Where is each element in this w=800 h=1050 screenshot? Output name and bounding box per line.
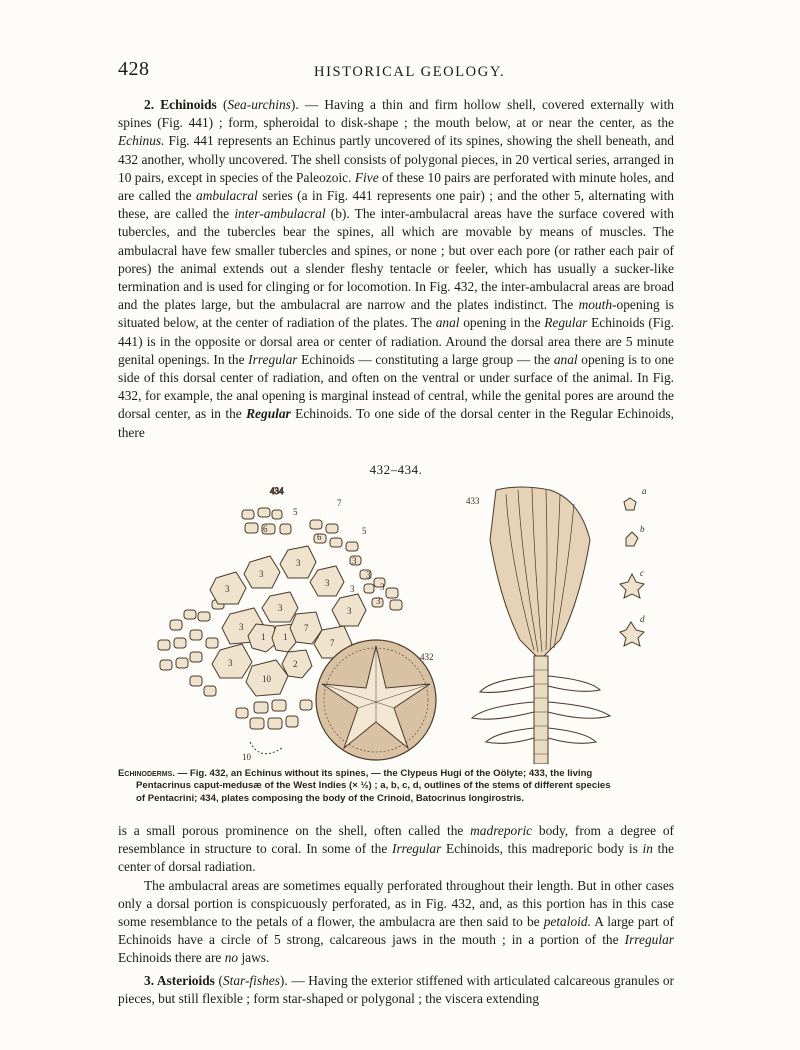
svg-text:7: 7 — [337, 498, 342, 508]
body-text-top — [118, 96, 674, 442]
fig-num-433: 433 — [466, 496, 480, 506]
svg-text:7: 7 — [330, 638, 335, 648]
svg-text:5: 5 — [293, 507, 298, 517]
svg-text:3: 3 — [380, 582, 385, 592]
svg-text:10: 10 — [262, 674, 271, 684]
fig-433-pentacrinus — [466, 486, 647, 764]
svg-text:7: 7 — [304, 623, 309, 633]
body-text-bottom — [118, 822, 674, 1008]
svg-text:5: 5 — [362, 526, 367, 536]
svg-text:3: 3 — [239, 622, 244, 632]
fig-432-echinus — [316, 640, 436, 760]
section-heading-asterioids: 3. Asterioids — [144, 972, 215, 988]
svg-text:6: 6 — [263, 524, 268, 534]
paragraph-ambulacral: The ambulacral areas are sometimes equally perforated throughout their length. But in other cases only a dorsal portion is conspicuously perforated, as in Fig. 432, and, as this portion has in this case some resemblance to the petals of a flower, the ambulacra are then said to be petaloid. A large part of Echinoids have a circle of 5 strong, calcareous jaws in the mouth ; in a portion of the Irregular Echinoids there are no jaws. — [118, 877, 675, 966]
svg-text:1: 1 — [283, 632, 288, 642]
stem-letter-d: d — [640, 614, 645, 624]
fig-num-432: 432 — [420, 652, 434, 662]
svg-text:10: 10 — [242, 752, 251, 762]
svg-text:3: 3 — [352, 556, 357, 566]
paragraph-madreporic: is a small porous prominence on the shell, often called the madreporic body, from a degree of resemblance in structure to coral. In some of the Irregular Echinoids, this madreporic body is in the center of dorsal radiation. — [118, 823, 675, 875]
svg-text:3: 3 — [278, 603, 283, 613]
svg-text:1: 1 — [261, 632, 266, 642]
svg-text:3: 3 — [259, 569, 264, 579]
figure-echinoderms — [150, 480, 670, 764]
common-name-asterioids: Star-fishes — [222, 972, 280, 988]
stem-letter-b: b — [640, 524, 645, 534]
common-name-echinoids: Sea-urchins — [227, 97, 291, 112]
svg-text:3: 3 — [228, 658, 233, 668]
figure-label: 432–434. — [369, 462, 423, 477]
stem-letter-a: a — [642, 486, 647, 496]
stem-letter-c: c — [640, 568, 644, 578]
svg-text:3: 3 — [366, 570, 371, 580]
fig-num-434: 434 — [270, 486, 284, 496]
svg-text:3: 3 — [376, 596, 381, 606]
svg-text:3: 3 — [325, 578, 330, 588]
svg-text:3: 3 — [296, 558, 301, 568]
paragraph-asterioids: 3. Asterioids (Star-fishes). — Having the exterior stiffened with articulated calcareous granules or pieces, but still flexible ; form star-shaped or polygonal ; the viscera extending — [118, 972, 674, 1006]
page-header — [118, 58, 674, 88]
page-number: 428 — [118, 58, 150, 80]
svg-text:3: 3 — [347, 606, 352, 616]
caption-lead: Echinoderms. — [118, 768, 175, 779]
running-head: HISTORICAL GEOLOGY. — [314, 64, 506, 80]
svg-text:6: 6 — [317, 532, 322, 542]
svg-text:3: 3 — [350, 584, 355, 594]
paragraph-echinoids: 2. Echinoids (Sea-urchins). — Having a thin and firm hollow shell, covered externally with spines (Fig. 441) ; form, spheroidal to disk-shape ; the mouth below, at or near the center, as the Echinus. Fig. 441 represents an Echinus partly uncovered of its spines, showing the shell beneath, and 432 another, wholly uncovered. The shell consists of polygonal pieces, in 20 vertical series, arranged in 10 pairs, except in species of the Paleozoic. Five of these 10 pairs are perforated with minute holes, and are called the ambulacral series (a in Fig. 441 represents one pair) ; and the other 5, alternating with these, are called the inter-ambulacral (b). The inter-ambulacral areas have the surface covered with tubercles, and the tubercles bear the spines, all which are movable by means of muscles. The ambulacral have few smaller tubercles and spines, or none ; but over each pore (or rather each pair of pores) the animal extends out a slender fleshy tentacle or feeler, which has usually a sucker-like termination and is used for clinging or for locomotion. In Fig. 432, the inter-ambulacral areas are broad and the plates large, but the ambulacral are narrow and the plates indistinct. The mouth-opening is situated below, at the center of radiation of the plates. The anal opening in the Regular Echinoids (Fig. 441) is in the opposite or dorsal area or center of radiation. Around the dorsal area there are 5 minute genital openings. In the Irregular Echinoids — constituting a large group — the anal opening is to one side of this dorsal center of radiation, and often on the ventral or under surface of the animal. In Fig. 432, for example, the anal opening is marginal instead of central, while the genital pores are around the dorsal center, as in the Regular Echinoids. To one side of the dorsal center in the Regular Echinoids, there — [118, 97, 675, 440]
svg-text:3: 3 — [225, 584, 230, 594]
svg-text:2: 2 — [293, 659, 298, 669]
section-heading-echinoids: 2. Echinoids — [144, 97, 217, 112]
figure-caption: Echinoderms. — Fig. 432, an Echinus without its spines, — the Clypeus Hugi of the Oölyte; 433, the living Pentacrinus caput-medusæ of the West Indies (× ½) ; a, b, c, d, outlines of the stems of different species of Pentacrini; 434, plates composing the body of the Crinoid, Batocrinus longirostris. — [118, 768, 611, 804]
